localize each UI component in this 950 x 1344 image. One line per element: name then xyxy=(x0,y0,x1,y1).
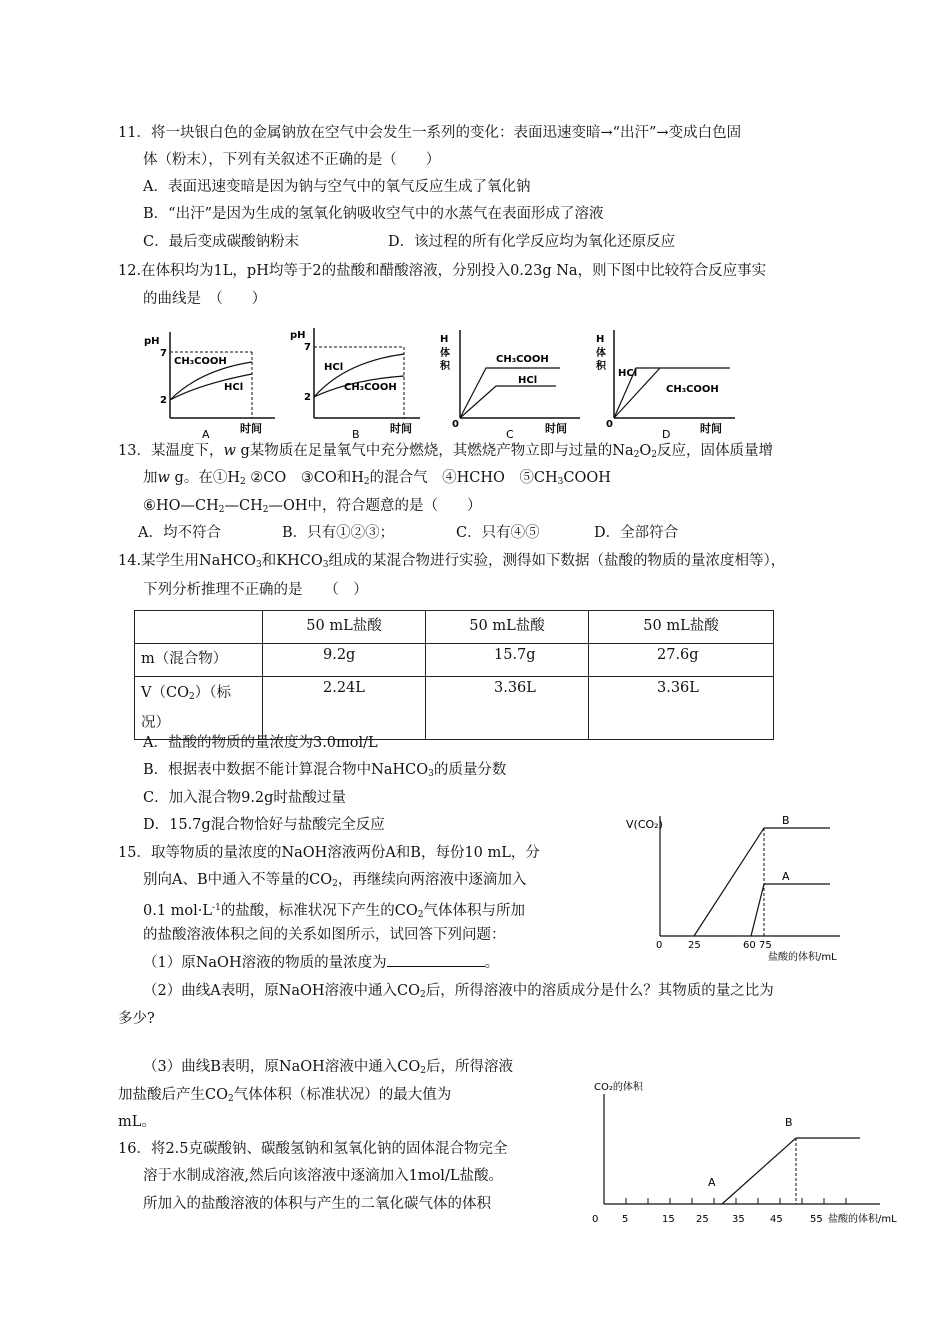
q14-data-table xyxy=(134,610,774,740)
q14-option-c: C．加入混合物9.2g时盐酸过量 xyxy=(143,790,346,806)
q16-graph-tick: 45 xyxy=(770,1214,783,1225)
q15-graph-tick-75: 75 xyxy=(759,940,772,951)
table-row xyxy=(135,611,774,644)
table-cell: 3.36L xyxy=(589,677,774,740)
graph-d-xlabel: 时间 xyxy=(700,422,722,435)
q11-stem-line2: 体（粉末），下列有关叙述不正确的是（ ） xyxy=(143,152,441,168)
q16-graph xyxy=(590,1074,920,1234)
graph-b-ch3cooh: CH₃COOH xyxy=(344,382,397,393)
q16-graph-label-b: B xyxy=(785,1116,793,1129)
q16-line2: 溶于水制成溶液,然后向该溶液中逐滴加入1mol/L盐酸。 xyxy=(143,1168,503,1184)
q11-option-b: B．“出汗”是因为生成的氢氧化钠吸收空气中的水蒸气在表面形成了溶液 xyxy=(143,206,604,222)
q15-line1: 15．取等物质的量浓度的NaOH溶液两份A和B，每份10 mL，分 xyxy=(118,845,540,861)
q15-part3-line3: mL。 xyxy=(118,1114,156,1130)
graph-d-vol2: 积 xyxy=(596,361,606,372)
q15-part1: （1）原NaOH溶液的物质的量浓度为 。 xyxy=(143,950,499,977)
graph-c-letter: C xyxy=(506,428,514,440)
graph-c-xlabel: 时间 xyxy=(545,422,567,435)
graph-c-hcl: HCl xyxy=(518,375,538,386)
graph-c-vol2: 积 xyxy=(440,361,450,372)
q16-graph-xlabel: 盐酸的体积/mL xyxy=(828,1214,897,1225)
q13-option-d: D．全部符合 xyxy=(594,525,679,541)
table-header: 50 mL盐酸 xyxy=(426,611,589,644)
q14-option-b: B．根据表中数据不能计算混合物中NaHCO$_3$的质量分数 xyxy=(143,762,507,779)
q14-stem-line1: 14.某学生用NaHCO$_3$和$KHCO_3$组成的某混合物进行实验，测得如下数据（盐酸的物质的量浓度相等）， xyxy=(118,553,786,570)
table-cell: 2.24L xyxy=(263,677,426,740)
q12-graph-a xyxy=(144,332,275,440)
table-cell: 15.7g xyxy=(426,644,589,677)
q16-graph-tick: 25 xyxy=(696,1214,709,1225)
q13-option-a: A．均不符合 xyxy=(138,525,221,541)
graph-d-origin: 0 xyxy=(606,419,613,430)
graph-a-letter: A xyxy=(202,428,210,440)
q16-graph-tick: 35 xyxy=(732,1214,745,1225)
q16-graph-label-a: A xyxy=(708,1176,716,1189)
q12-stem-line1: 12.在体积均为1L，pH均等于2的盐酸和醋酸溶液，分别投入0.23g Na，则下图中比较符合反应事实 xyxy=(118,263,767,279)
q15-part3-line1: （3）曲线B表明，原NaOH溶液中通入$CO_2$后，所得溶液 xyxy=(143,1059,513,1076)
q14-option-a: A．盐酸的物质的量浓度为3.0mol/L xyxy=(143,735,378,751)
table-cell: m（混合物） xyxy=(135,644,263,677)
q12-graphs xyxy=(140,322,760,440)
table-header: 50 mL盐酸 xyxy=(589,611,774,644)
graph-a-xlabel: 时间 xyxy=(240,422,262,435)
q15-line4: 的盐酸溶液体积之间的关系如图所示，试回答下列问题： xyxy=(143,927,506,943)
q12-graph-c xyxy=(440,330,580,440)
q15-graph-tick-0: 0 xyxy=(656,940,663,951)
q15-part3-line2: 加盐酸后产生$CO_2$气体体积（标准状况）的最大值为 xyxy=(118,1087,452,1104)
q16-graph-tick: 0 xyxy=(592,1214,599,1225)
graph-b-xlabel: 时间 xyxy=(390,422,412,435)
answer-blank[interactable] xyxy=(387,952,485,967)
q12-graph-b xyxy=(290,328,420,440)
graph-c-h2: H xyxy=(440,334,449,345)
q16-graph-tick: 15 xyxy=(662,1214,675,1225)
graph-a-hcl: HCl xyxy=(224,382,244,393)
graph-c-ch3cooh: CH₃COOH xyxy=(496,354,549,365)
q13-stem-line2: 加w g。在$①H_2$ ②CO ③CO和$H_2$的混合气 ④HCHO $⑤CH_3COOH$ xyxy=(143,470,611,487)
q13-stem-line3: $⑥HO—CH_2—CH_2—OH$中，符合题意的是（ ） xyxy=(143,498,482,515)
graph-b-letter: B xyxy=(352,428,360,440)
table-header: 50 mL盐酸 xyxy=(263,611,426,644)
q11-stem-line1: 11．将一块银白色的金属钠放在空气中会发生一系列的变化：表面迅速变暗→“出汗”→变成白色固 xyxy=(118,125,742,141)
graph-b-tick-2: 2 xyxy=(304,392,311,403)
graph-c-origin: 0 xyxy=(452,419,459,430)
q15-part2-line2: 多少? xyxy=(118,1011,155,1027)
q15-graph-xlabel: 盐酸的体积/mL xyxy=(768,952,837,963)
table-row xyxy=(135,644,774,677)
table-cell: 3.36L xyxy=(426,677,589,740)
q16-line3: 所加入的盐酸溶液的体积与产生的二氧化碳气体的体积 xyxy=(143,1196,491,1212)
q11-option-d: D．该过程的所有化学反应均为氧化还原反应 xyxy=(388,234,676,250)
q16-graph-ylabel: CO₂的体积 xyxy=(594,1082,643,1093)
q12-graph-d xyxy=(596,330,735,440)
q16-graph-tick: 55 xyxy=(810,1214,823,1225)
q15-part2-line1: （2）曲线A表明，原NaOH溶液中通入$CO_2$后，所得溶液中的溶质成分是什么？其物质的量之比为 xyxy=(143,983,774,1000)
graph-b-tick-7: 7 xyxy=(304,342,311,353)
q15-graph-tick-25: 25 xyxy=(688,940,701,951)
q15-graph xyxy=(620,808,850,968)
q15-graph-tick-60: 60 xyxy=(743,940,756,951)
graph-d-letter: D xyxy=(662,428,671,440)
q14-option-d: D．15.7g混合物恰好与盐酸完全反应 xyxy=(143,817,385,833)
q15-graph-label-a: A xyxy=(782,870,790,883)
q13-option-c: C．只有④⑤ xyxy=(456,525,540,541)
graph-d-hcl: HCl xyxy=(618,368,638,379)
q13-option-b: B．只有①②③； xyxy=(282,525,395,541)
graph-b-ylabel: pH xyxy=(290,330,306,341)
q15-graph-ylabel: V(CO₂) xyxy=(626,818,663,831)
graph-a-ylabel: pH xyxy=(144,336,160,347)
q11-option-a: A．表面迅速变暗是因为钠与空气中的氧气反应生成了氧化钠 xyxy=(143,179,531,195)
graph-d-h2: H xyxy=(596,334,605,345)
graph-a-ch3cooh: CH₃COOH xyxy=(174,356,227,367)
graph-c-vol1: 体 xyxy=(440,348,450,359)
q12-stem-line2: 的曲线是 （ ） xyxy=(143,291,267,307)
q16-line1: 16．将2.5克碳酸钠、碳酸氢钠和氢氧化钠的固体混合物完全 xyxy=(118,1141,508,1157)
graph-d-ch3cooh: CH₃COOH xyxy=(666,384,719,395)
table-cell xyxy=(135,611,263,644)
table-cell: 27.6g xyxy=(589,644,774,677)
q15-line3: 0.1 $mol\cdot L^{-1}$的盐酸，标准状况下产生的$CO_2$气体体积与所加 xyxy=(143,903,526,920)
graph-b-hcl: HCl xyxy=(324,362,344,373)
q11-option-c: C．最后变成碳酸钠粉末 xyxy=(143,234,300,250)
graph-a-tick-2: 2 xyxy=(160,395,167,406)
graph-d-vol1: 体 xyxy=(596,348,606,359)
graph-a-tick-7: 7 xyxy=(160,348,167,359)
q14-stem-line2: 下列分析推理不正确的是 （ ） xyxy=(143,582,368,598)
q15-graph-label-b: B xyxy=(782,814,790,827)
table-cell: 9.2g xyxy=(263,644,426,677)
q16-graph-tick: 5 xyxy=(622,1214,629,1225)
q13-stem-line1: 13．某温度下，w g某物质在足量氧气中充分燃烧，其燃烧产物立即与过量的$Na_2O_2$反应，固体质量增 xyxy=(118,443,773,460)
q15-line2: 别向A、B中通入不等量的$CO_2$，再继续向两溶液中逐滴加入 xyxy=(143,872,527,889)
table-cell: $V(CO_2)$（标 况） xyxy=(135,677,263,740)
